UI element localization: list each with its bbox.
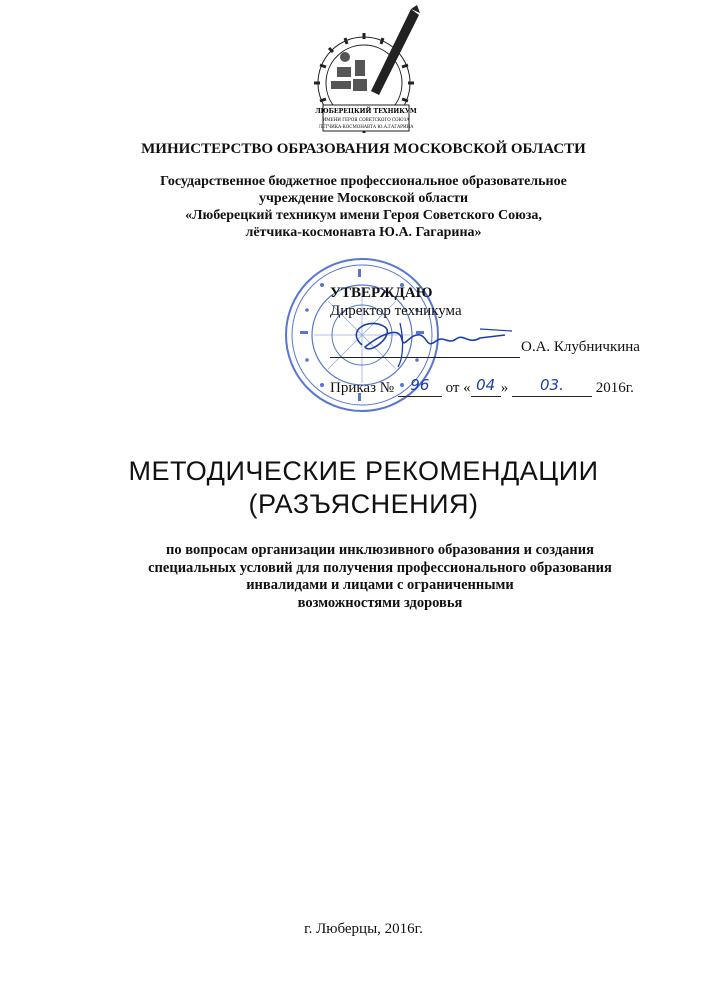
subtitle-line: инвалидами и лицами с ограниченными: [246, 577, 514, 593]
emblem-ribbon-line2: ИМЕНИ ГЕРОЯ СОВЕТСКОГО СОЮЗА: [322, 117, 410, 122]
ministry-name: МИНИСТЕРСТВО ОБРАЗОВАНИЯ МОСКОВСКОЙ ОБЛАСТИ: [141, 141, 586, 157]
order-year: 2016г.: [595, 380, 634, 396]
emblem-ribbon-line3: ЛЁТЧИКА-КОСМОНАВТА Ю.А.ГАГАРИНА: [318, 124, 414, 129]
place-year: г. Люберцы, 2016г.: [304, 921, 423, 937]
document-title: [0, 455, 727, 521]
order-label: Приказ №: [330, 380, 395, 396]
director-position: Директор техникума: [330, 303, 462, 319]
order-line: [330, 376, 634, 397]
order-day: 04: [471, 376, 501, 397]
subtitle-line: по вопросам организации инклюзивного образования и создания: [166, 542, 594, 558]
subtitle-line: возможностями здоровья: [297, 594, 463, 611]
institution-line: Государственное бюджетное профессиональное образовательное: [160, 174, 567, 189]
subtitle-line: специальных условий для получения профессионального образования: [148, 559, 612, 576]
day-close-quote: »: [500, 380, 509, 396]
institution-line: лётчика-космонавта Ю.А. Гагарина»: [245, 225, 482, 240]
from-label: от «: [445, 380, 471, 396]
approval-heading: УТВЕРЖДАЮ: [330, 285, 433, 301]
institution-line: учреждение Московской области: [258, 191, 469, 206]
document-subtitle: [80, 542, 680, 612]
director-name: О.А. Клубничкина: [521, 339, 640, 355]
order-number: 96: [398, 376, 442, 397]
institution-name: [0, 173, 727, 241]
title-line: МЕТОДИЧЕСКИЕ РЕКОМЕНДАЦИИ: [128, 456, 599, 486]
order-month: 03.: [512, 376, 592, 397]
emblem-ribbon-line1: ЛЮБЕРЕЦКИЙ ТЕХНИКУМ: [315, 108, 417, 115]
title-line: (РАЗЪЯСНЕНИЯ): [248, 489, 479, 519]
institution-line: «Люберецкий техникум имени Героя Советского Союза,: [185, 208, 542, 223]
